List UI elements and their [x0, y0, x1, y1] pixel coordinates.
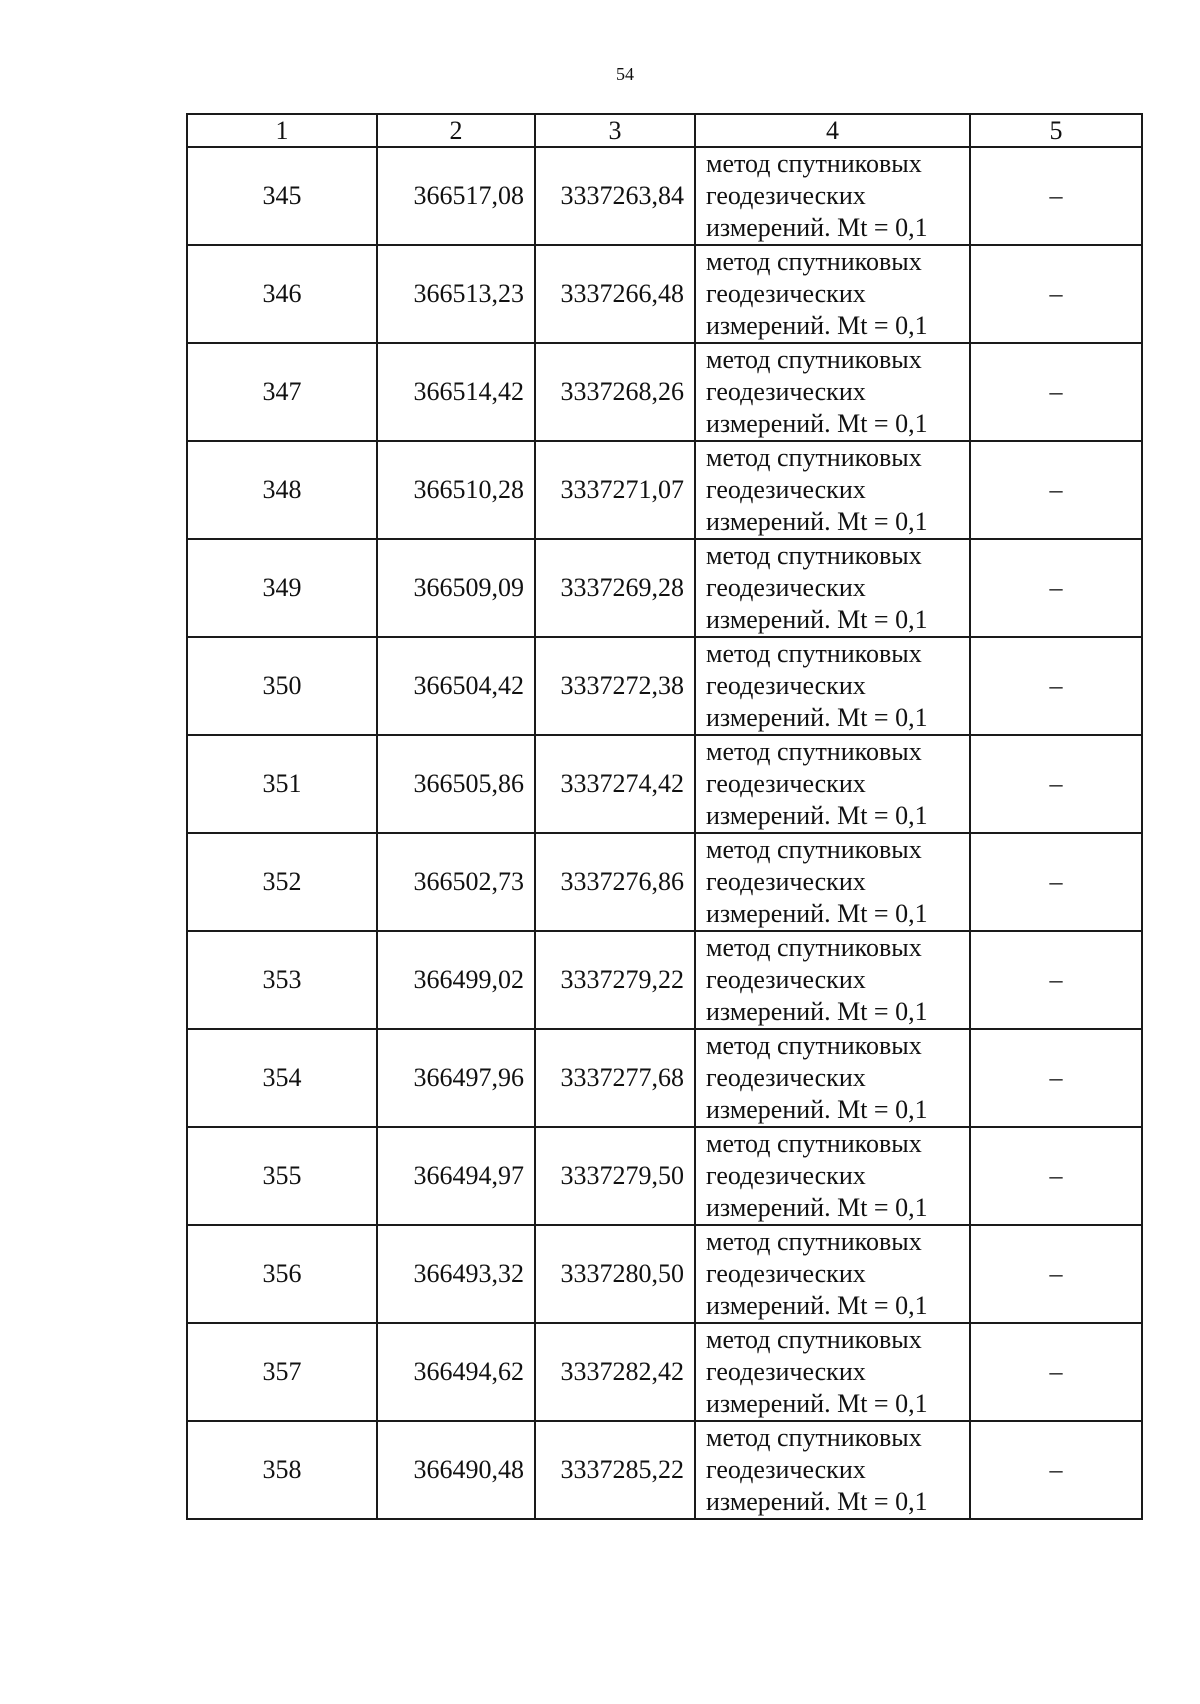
table-row [187, 441, 1142, 539]
coordinate-y-cell: 3337280,50 [535, 1225, 695, 1323]
method-line: измерений. Mt = 0,1 [706, 801, 928, 830]
method-cell [695, 441, 970, 539]
table-body [187, 147, 1142, 1519]
coordinate-y-cell: 3337269,28 [535, 539, 695, 637]
method-line: измерений. Mt = 0,1 [706, 311, 928, 340]
method-line: метод спутниковых [706, 737, 922, 766]
coordinate-x-cell: 366493,32 [377, 1225, 535, 1323]
point-number-cell: 348 [187, 441, 377, 539]
point-number-cell: 346 [187, 245, 377, 343]
method-line: измерений. Mt = 0,1 [706, 899, 928, 928]
coordinate-x-cell: 366517,08 [377, 147, 535, 245]
method-line: геодезических [706, 475, 866, 504]
method-line: измерений. Mt = 0,1 [706, 213, 928, 242]
table-row [187, 637, 1142, 735]
point-number-cell: 358 [187, 1421, 377, 1519]
method-line: метод спутниковых [706, 933, 922, 962]
coordinate-y-cell: 3337285,22 [535, 1421, 695, 1519]
method-line: метод спутниковых [706, 1227, 922, 1256]
coordinate-x-cell: 366510,28 [377, 441, 535, 539]
method-line: измерений. Mt = 0,1 [706, 409, 928, 438]
method-line: метод спутниковых [706, 149, 922, 178]
table-row [187, 833, 1142, 931]
method-line: геодезических [706, 671, 866, 700]
table-row [187, 245, 1142, 343]
coordinate-x-cell: 366504,42 [377, 637, 535, 735]
method-line: метод спутниковых [706, 1325, 922, 1354]
coordinate-x-cell: 366502,73 [377, 833, 535, 931]
method-line: геодезических [706, 867, 866, 896]
coordinate-y-cell: 3337263,84 [535, 147, 695, 245]
method-cell [695, 1323, 970, 1421]
method-line: измерений. Mt = 0,1 [706, 997, 928, 1026]
method-cell [695, 637, 970, 735]
note-cell: – [970, 1421, 1142, 1519]
note-cell: – [970, 1127, 1142, 1225]
method-line: метод спутниковых [706, 345, 922, 374]
point-number-cell: 345 [187, 147, 377, 245]
note-cell: – [970, 637, 1142, 735]
point-number-cell: 352 [187, 833, 377, 931]
coordinate-x-cell: 366494,97 [377, 1127, 535, 1225]
method-line: измерений. Mt = 0,1 [706, 703, 928, 732]
method-line: метод спутниковых [706, 639, 922, 668]
coordinate-y-cell: 3337268,26 [535, 343, 695, 441]
table-row [187, 1323, 1142, 1421]
coordinate-x-cell: 366490,48 [377, 1421, 535, 1519]
method-cell [695, 1029, 970, 1127]
column-header-2: 2 [377, 114, 535, 147]
note-cell: – [970, 1225, 1142, 1323]
method-line: метод спутниковых [706, 443, 922, 472]
point-number-cell: 356 [187, 1225, 377, 1323]
method-cell [695, 833, 970, 931]
method-cell [695, 1421, 970, 1519]
method-cell [695, 147, 970, 245]
coordinate-y-cell: 3337282,42 [535, 1323, 695, 1421]
note-cell: – [970, 343, 1142, 441]
method-cell [695, 1127, 970, 1225]
point-number-cell: 355 [187, 1127, 377, 1225]
table-row [187, 147, 1142, 245]
coordinate-y-cell: 3337277,68 [535, 1029, 695, 1127]
coordinate-x-cell: 366497,96 [377, 1029, 535, 1127]
method-line: измерений. Mt = 0,1 [706, 507, 928, 536]
header-row [187, 114, 1142, 147]
method-line: геодезических [706, 279, 866, 308]
method-line: измерений. Mt = 0,1 [706, 1389, 928, 1418]
method-line: геодезических [706, 965, 866, 994]
coordinate-x-cell: 366513,23 [377, 245, 535, 343]
coordinate-y-cell: 3337272,38 [535, 637, 695, 735]
method-line: геодезических [706, 573, 866, 602]
table-row [187, 539, 1142, 637]
method-line: метод спутниковых [706, 1423, 922, 1452]
method-cell [695, 245, 970, 343]
column-header-1: 1 [187, 114, 377, 147]
method-line: геодезических [706, 1063, 866, 1092]
method-cell [695, 539, 970, 637]
method-line: геодезических [706, 377, 866, 406]
point-number-cell: 349 [187, 539, 377, 637]
method-line: метод спутниковых [706, 1031, 922, 1060]
note-cell: – [970, 833, 1142, 931]
table-row [187, 1421, 1142, 1519]
coordinate-y-cell: 3337279,22 [535, 931, 695, 1029]
coordinates-table [186, 113, 1143, 1520]
note-cell: – [970, 735, 1142, 833]
table-row [187, 931, 1142, 1029]
method-line: метод спутниковых [706, 1129, 922, 1158]
method-line: геодезических [706, 769, 866, 798]
point-number-cell: 353 [187, 931, 377, 1029]
column-header-5: 5 [970, 114, 1142, 147]
coordinate-x-cell: 366514,42 [377, 343, 535, 441]
coordinate-y-cell: 3337274,42 [535, 735, 695, 833]
note-cell: – [970, 1323, 1142, 1421]
table-row [187, 735, 1142, 833]
coordinate-y-cell: 3337266,48 [535, 245, 695, 343]
method-line: геодезических [706, 181, 866, 210]
table-row [187, 1225, 1142, 1323]
method-line: геодезических [706, 1259, 866, 1288]
table-header [187, 114, 1142, 147]
note-cell: – [970, 245, 1142, 343]
method-line: геодезических [706, 1357, 866, 1386]
note-cell: – [970, 1029, 1142, 1127]
method-cell [695, 1225, 970, 1323]
coordinate-y-cell: 3337279,50 [535, 1127, 695, 1225]
table-row [187, 1029, 1142, 1127]
point-number-cell: 357 [187, 1323, 377, 1421]
coordinate-y-cell: 3337276,86 [535, 833, 695, 931]
method-cell [695, 343, 970, 441]
note-cell: – [970, 441, 1142, 539]
method-line: измерений. Mt = 0,1 [706, 1095, 928, 1124]
method-line: метод спутниковых [706, 247, 922, 276]
method-line: геодезических [706, 1161, 866, 1190]
column-header-4: 4 [695, 114, 970, 147]
coordinate-x-cell: 366509,09 [377, 539, 535, 637]
method-line: измерений. Mt = 0,1 [706, 1291, 928, 1320]
coordinate-x-cell: 366499,02 [377, 931, 535, 1029]
method-line: измерений. Mt = 0,1 [706, 605, 928, 634]
method-line: измерений. Mt = 0,1 [706, 1193, 928, 1222]
table-row [187, 343, 1142, 441]
point-number-cell: 347 [187, 343, 377, 441]
method-line: измерений. Mt = 0,1 [706, 1487, 928, 1516]
note-cell: – [970, 539, 1142, 637]
method-cell [695, 931, 970, 1029]
column-header-3: 3 [535, 114, 695, 147]
coordinate-x-cell: 366505,86 [377, 735, 535, 833]
point-number-cell: 350 [187, 637, 377, 735]
point-number-cell: 354 [187, 1029, 377, 1127]
coordinate-y-cell: 3337271,07 [535, 441, 695, 539]
point-number-cell: 351 [187, 735, 377, 833]
note-cell: – [970, 147, 1142, 245]
note-cell: – [970, 931, 1142, 1029]
method-line: геодезических [706, 1455, 866, 1484]
table-row [187, 1127, 1142, 1225]
method-line: метод спутниковых [706, 835, 922, 864]
method-cell [695, 735, 970, 833]
coordinate-x-cell: 366494,62 [377, 1323, 535, 1421]
page-number: 54 [616, 64, 634, 84]
method-line: метод спутниковых [706, 541, 922, 570]
